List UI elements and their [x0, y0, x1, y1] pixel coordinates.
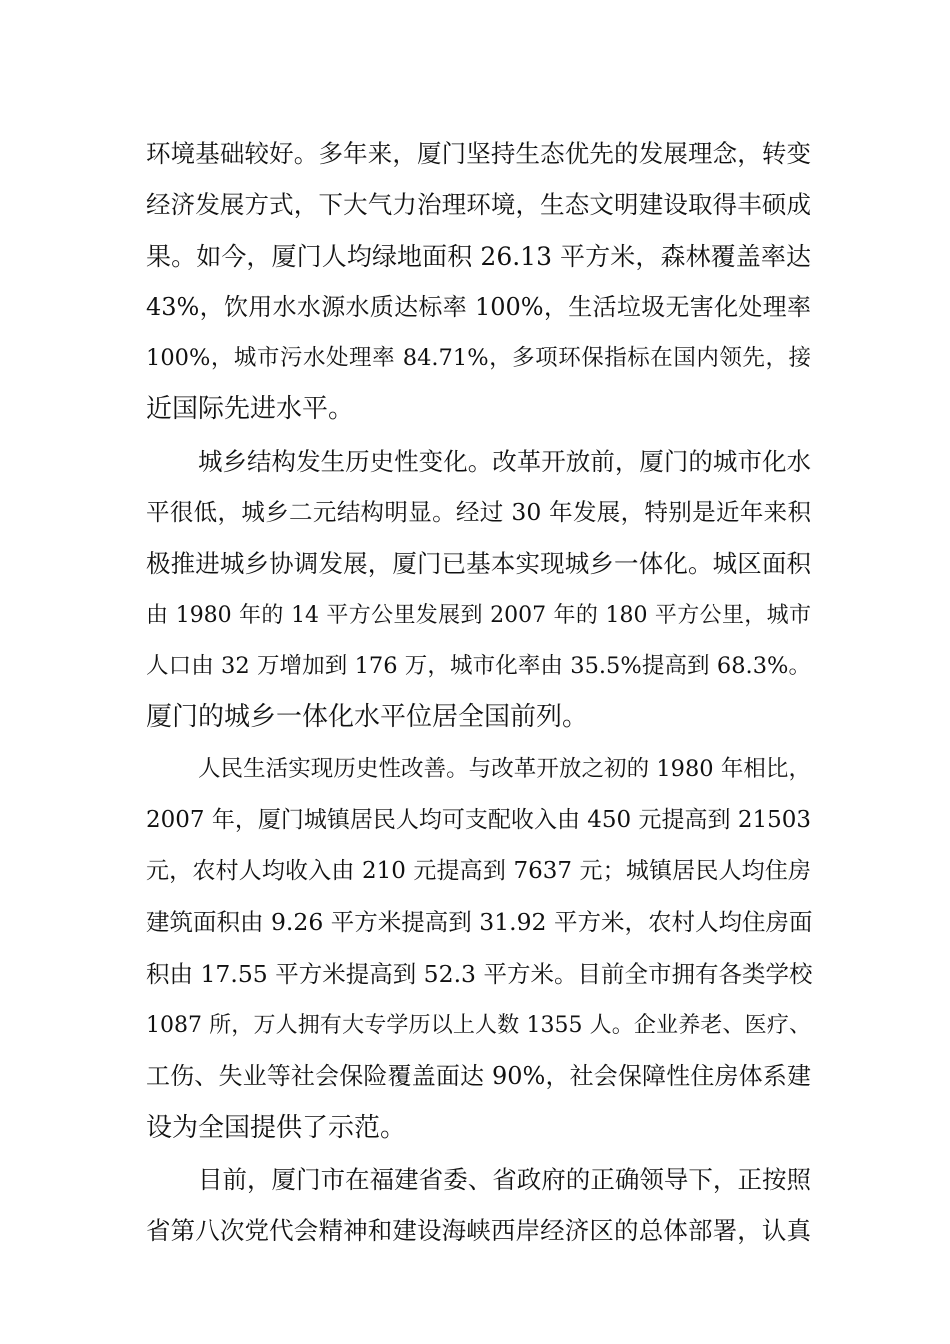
text-line: 极推进城乡协调发展，厦门已基本实现城乡一体化。城区面积 — [146, 549, 811, 579]
text-line: 元，农村人均收入由 210 元提高到 7637 元；城镇居民人均住房 — [146, 858, 811, 885]
text-line: 果。如今，厦门人均绿地面积 26.13 平方米，森林覆盖率达 — [146, 241, 811, 271]
paragraph-first-line: 城乡结构发生历史性变化。改革开放前，厦门的城市化水 — [198, 446, 811, 476]
text-line: 2007 年，厦门城镇居民人均可支配收入由 450 元提高到 21503 — [146, 806, 811, 833]
text-line: 建筑面积由 9.26 平方米提高到 31.92 平方米，农村人均住房面 — [146, 908, 813, 937]
text-line: 43%，饮用水水源水质达标率 100%，生活垃圾无害化处理率 — [146, 292, 811, 321]
text-line: 经济发展方式，下大气力治理环境，生态文明建设取得丰硕成 — [146, 190, 811, 220]
text-line: 平很低，城乡二元结构明显。经过 30 年发展，特别是近年来积 — [146, 498, 811, 527]
text-line: 100%，城市污水处理率 84.71%，多项环保指标在国内领先，接 — [146, 345, 811, 372]
text-line: 由 1980 年的 14 平方公里发展到 2007 年的 180 平方公里，城市 — [146, 602, 811, 628]
text-line: 厦门的城乡一体化水平位居全国前列。 — [146, 702, 589, 733]
paragraph-first-line: 目前，厦门市在福建省委、省政府的正确领导下，正按照 — [198, 1164, 811, 1194]
text-line: 人口由 32 万增加到 176 万，城市化率由 35.5%提高到 68.3%。 — [146, 652, 811, 679]
text-line: 设为全国提供了示范。 — [146, 1112, 407, 1143]
text-line: 省第八次党代会精神和建设海峡西岸经济区的总体部署，认真 — [146, 1216, 811, 1246]
body-text — [146, 128, 811, 1257]
paragraph-first-line: 人民生活实现历史性改善。与改革开放之初的 1980 年相比， — [198, 755, 811, 782]
text-line: 环境基础较好。多年来，厦门坚持生态优先的发展理念，转变 — [146, 139, 811, 168]
text-line: 1087 所，万人拥有大专学历以上人数 1355 人。企业养老、医疗、 — [146, 1013, 811, 1039]
text-line: 近国际先进水平。 — [146, 394, 355, 425]
text-line: 工伤、失业等社会保险覆盖面达 90%，社会保障性住房体系建 — [146, 1062, 811, 1091]
text-line: 积由 17.55 平方米提高到 52.3 平方米。目前全市拥有各类学校 — [146, 959, 813, 988]
